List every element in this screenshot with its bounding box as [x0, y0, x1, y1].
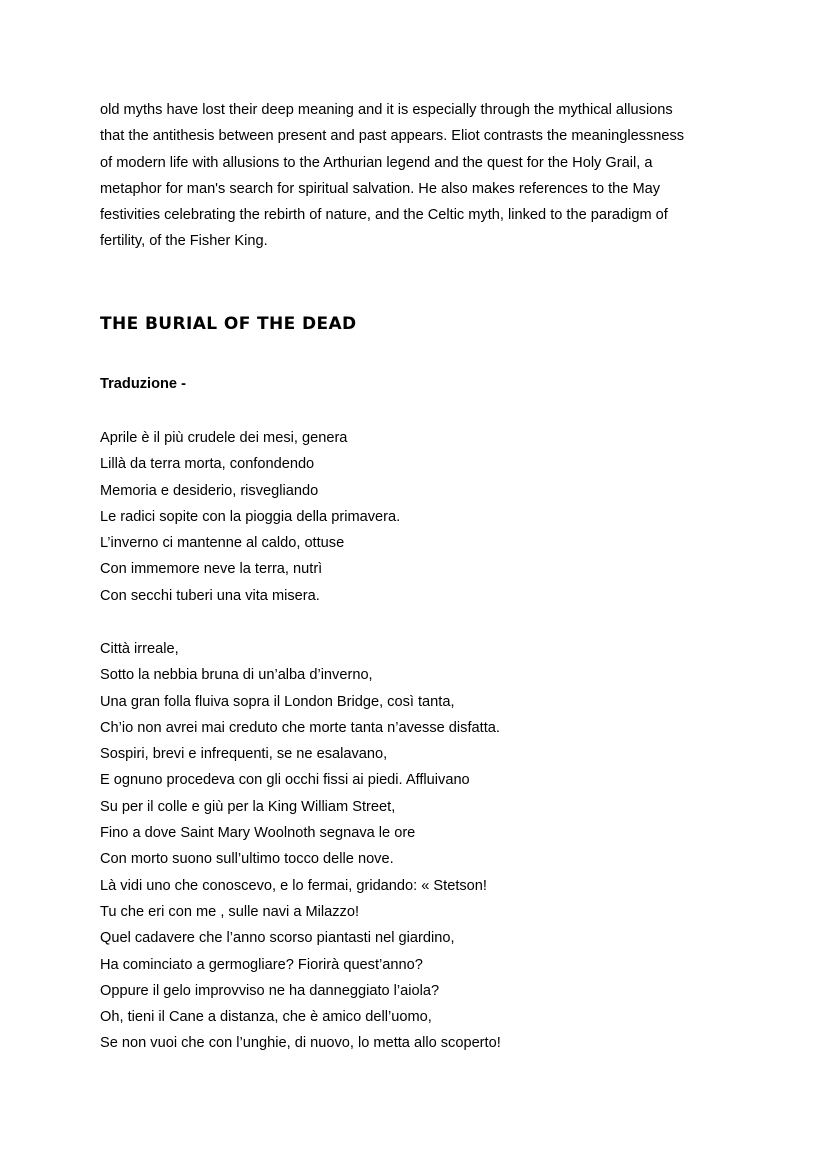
intro-line: metaphor for man's search for spiritual salvation. He also makes references to the May [100, 180, 661, 197]
verse-line: Le radici sopite con la pioggia della primavera. [100, 508, 401, 525]
verse-line: Con immemore neve la terra, nutrì [100, 561, 323, 578]
verse-line: Sotto la nebbia bruna di un’alba d’inverno, [100, 667, 373, 684]
verse-line: Con morto suono sull’ultimo tocco delle nove. [100, 851, 394, 868]
verse-line: Oppure il gelo improvviso ne ha danneggiato l’aiola? [100, 982, 440, 999]
verse-line: Sospiri, brevi e infrequenti, se ne esalavano, [100, 746, 388, 763]
intro-line: festivities celebrating the rebirth of nature, and the Celtic myth, linked to the paradigm of [100, 207, 668, 224]
stanza-1 [100, 425, 400, 609]
verse-line: Ch’io non avrei mai creduto che morte tanta n’avesse disfatta. [100, 719, 500, 736]
intro-line: that the antithesis between present and past appears. Eliot contrasts the meaninglessness [100, 128, 685, 145]
verse-line: Con secchi tuberi una vita misera. [100, 587, 320, 604]
intro-line: old myths have lost their deep meaning and it is especially through the mythical allusions [100, 102, 673, 118]
verse-line: Lillà da terra morta, confondendo [100, 456, 315, 473]
intro-line: fertility, of the Fisher King. [100, 233, 268, 250]
verse-line: L’inverno ci mantenne al caldo, ottuse [100, 535, 345, 552]
verse-line: Quel cadavere che l’anno scorso piantasti nel giardino, [100, 930, 455, 947]
intro-paragraph [100, 97, 740, 255]
verse-line: Ha cominciato a germogliare? Fiorirà quest’anno? [100, 956, 423, 973]
stanza-2 [100, 636, 501, 1057]
translation-subheading: Traduzione - [100, 376, 186, 392]
intro-line: of modern life with allusions to the Arthurian legend and the quest for the Holy Grail, a [100, 154, 653, 171]
verse-line: Se non vuoi che con l’unghie, di nuovo, lo metta allo scoperto! [100, 1035, 501, 1052]
verse-line: Tu che eri con me , sulle navi a Milazzo! [100, 903, 360, 920]
section-title: THE BURIAL OF THE DEAD [100, 314, 357, 334]
verse-line: Aprile è il più crudele dei mesi, genera [100, 430, 348, 446]
verse-line: Oh, tieni il Cane a distanza, che è amico dell’uomo, [100, 1009, 432, 1026]
verse-line: Memoria e desiderio, risvegliando [100, 482, 319, 499]
verse-line: E ognuno procedeva con gli occhi fissi ai piedi. Affluivano [100, 772, 470, 789]
verse-line: Là vidi uno che conoscevo, e lo fermai, gridando: « Stetson! [100, 877, 487, 894]
verse-line: Su per il colle e giù per la King William Street, [100, 798, 396, 815]
verse-line: Una gran folla fluiva sopra il London Bridge, così tanta, [100, 693, 455, 710]
verse-line: Fino a dove Saint Mary Woolnoth segnava le ore [100, 825, 416, 842]
verse-line: Città irreale, [100, 641, 179, 657]
